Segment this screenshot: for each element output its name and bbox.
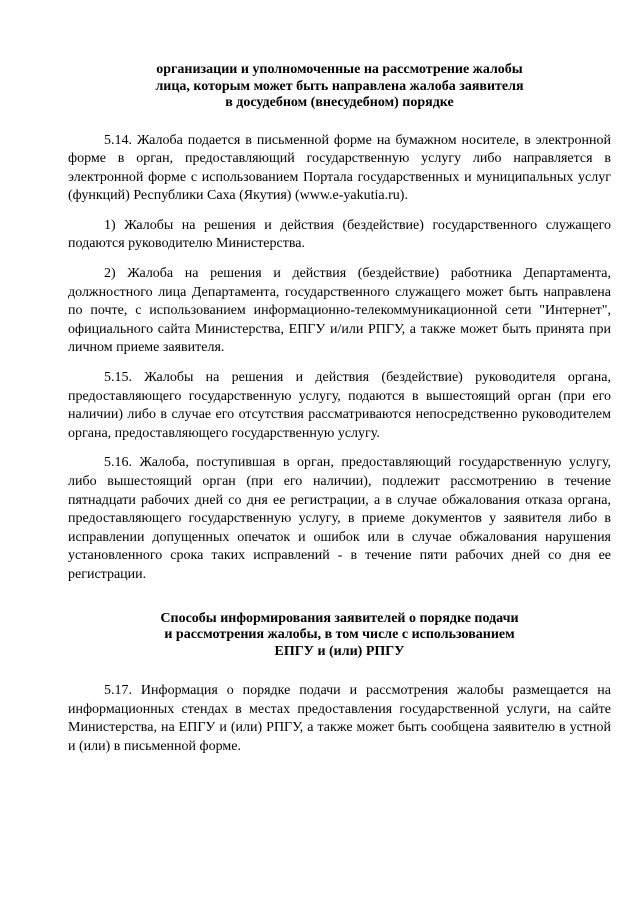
heading-line: лица, которым может быть направлена жалоба заявителя — [155, 78, 524, 94]
section-heading-complaint-recipients — [68, 62, 611, 112]
document-page — [68, 62, 611, 756]
paragraph-5-15: 5.15. Жалобы на решения и действия (бездействие) руководителя органа, предоставляющего государственную услугу, подаются в вышестоящий орган (при его наличии) либо в случае его отсутствия рассматриваются непосредственно руководителем органа, предоставляющего государственную услугу. — [68, 370, 611, 441]
section-heading-informing-methods — [68, 611, 611, 661]
paragraph-5-14: 5.14. Жалоба подается в письменной форме на бумажном носителе, в электронной форме в орган, предоставляющий государственную услугу либо направляется в электронной форме с использованием Портала государственных и муниципальных услуг (функций) Республики Саха (Якутия) (www.e-yakutia.ru). — [68, 132, 611, 204]
paragraph-item-2: 2) Жалоба на решения и действия (бездействие) работника Департамента, должностного лица Департамента, государственного служащего может быть направлена по почте, с использованием информационно-телекоммуникационной сети "Интернет", официального сайта Министерства, ЕПГУ и/или РПГУ, а также может быть принята при личном приеме заявителя. — [68, 266, 611, 356]
heading-line: в досудебном (внесудебном) порядке — [225, 95, 454, 110]
heading-line: и рассмотрения жалобы, в том числе с использованием — [164, 627, 515, 643]
heading-line: Способы информирования заявителей о порядке подачи — [160, 610, 519, 626]
paragraph-item-1: 1) Жалобы на решения и действия (бездействие) государственного служащего подаются руководителю Министерства. — [68, 217, 611, 252]
heading-line: ЕПГУ и (или) РПГУ — [274, 643, 405, 659]
heading-line: организации и уполномоченные на рассмотрение жалобы — [156, 62, 523, 77]
paragraph-5-17: 5.17. Информация о порядке подачи и рассмотрения жалобы размещается на информационных стендах в местах предоставления государственной услуги, на сайте Министерства, на ЕПГУ и (или) РПГУ, а также может быть сообщена заявителю в устной и (или) в письменной форме. — [68, 683, 611, 754]
paragraph-5-16: 5.16. Жалоба, поступившая в орган, предоставляющий государственную услугу, либо вышестоящий орган (при его наличии), подлежит рассмотрению в течение пятнадцати рабочих дней со дня ее регистрации, а в случае обжалования отказа органа, предоставляющего государственную услугу, в приеме документов у заявителя либо в исправлении допущенных опечаток и ошибок или в случае обжалования нарушения установленного срока таких исправлений - в течение пяти рабочих дней со дня ее регистрации. — [68, 455, 611, 582]
